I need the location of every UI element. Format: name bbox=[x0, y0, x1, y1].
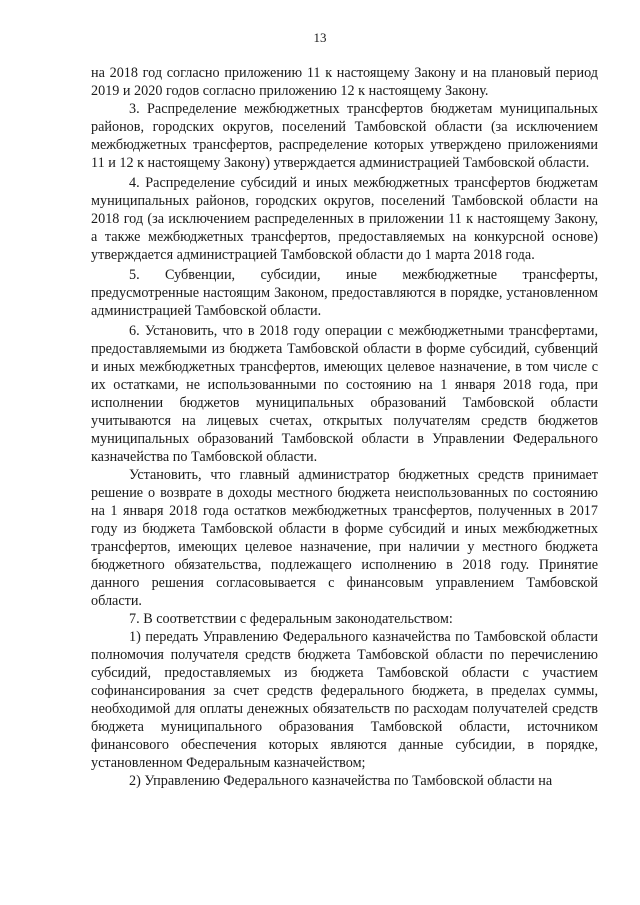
page-number: 13 bbox=[313, 30, 327, 45]
paragraph-7-item-1: 1) передать Управлению Федерального казначейства по Тамбовской области полномочия получателя средств бюджета Тамбовской области по перечислению субсидий, предоставляемых из бюджета Тамбовской области с участием софинансирования за счет средств федерального бюджета, в пределах суммы, необходимой для оплаты денежных обязательств по расходам получателей средств бюджета муниципального образования Тамбовской области, источником финансового обеспечения которых являются данные субсидии, в порядке, установленном Федеральным казначейством; bbox=[91, 629, 598, 771]
paragraph-3: 3. Распределение межбюджетных трансфертов бюджетам муниципальных районов, городских округов, поселений Тамбовской области (за исключением межбюджетных трансфертов, распределение которых утверждено приложениями 11 и 12 к настоящему Закону) утверждается администрацией Тамбовской области. bbox=[91, 101, 598, 171]
document-body bbox=[91, 64, 598, 790]
paragraph-7: 7. В соответствии с федеральным законодательством: bbox=[129, 611, 453, 627]
paragraph-5: 5. Субвенции, субсидии, иные межбюджетные трансферты, предусмотренные настоящим Законом, предоставляются в порядке, установленном администрацией Тамбовской области. bbox=[91, 267, 598, 319]
paragraph-6-continued: Установить, что главный администратор бюджетных средств принимает решение о возврате в доходы местного бюджета неиспользованных по состоянию на 1 января 2018 года остатков межбюджетных трансфертов, полученных в 2017 году из бюджета Тамбовской области в форме субсидий и иных межбюджетных трансфертов, имеющих целевое назначение, при наличии у местного бюджета бюджетного обязательства, подлежащего исполнению в 2018 году. Принятие данного решения согласовывается с финансовым управлением Тамбовской области. bbox=[91, 467, 598, 609]
paragraph-7-item-2: 2) Управлению Федерального казначейства по Тамбовской области на bbox=[129, 773, 553, 789]
paragraph-continuation: на 2018 год согласно приложению 11 к настоящему Закону и на плановый период 2019 и 2020 годов согласно приложению 12 к настоящему Закону. bbox=[91, 65, 598, 99]
paragraph-6: 6. Установить, что в 2018 году операции с межбюджетными трансфертами, предоставляемыми из бюджета Тамбовской области в форме субсидий, субвенций и иных межбюджетных трансфертов, имеющих целевое назначение, в том числе с их остатками, не использованными по состоянию на 1 января 2018 года, при исполнении бюджетов муниципальных образований Тамбовской области учитываются на лицевых счетах, открытых получателям средств бюджетов муниципальных образований Тамбовской области в Управлении Федерального казначейства по Тамбовской области. bbox=[91, 323, 598, 465]
paragraph-4: 4. Распределение субсидий и иных межбюджетных трансфертов бюджетам муниципальных районов, городских округов, поселений Тамбовской области на 2018 год (за исключением распределенных в приложении 11 к настоящему Закону, а также межбюджетных трансфертов, предоставляемых на конкурсной основе) утверждается администрацией Тамбовской области до 1 марта 2018 года. bbox=[91, 175, 598, 263]
